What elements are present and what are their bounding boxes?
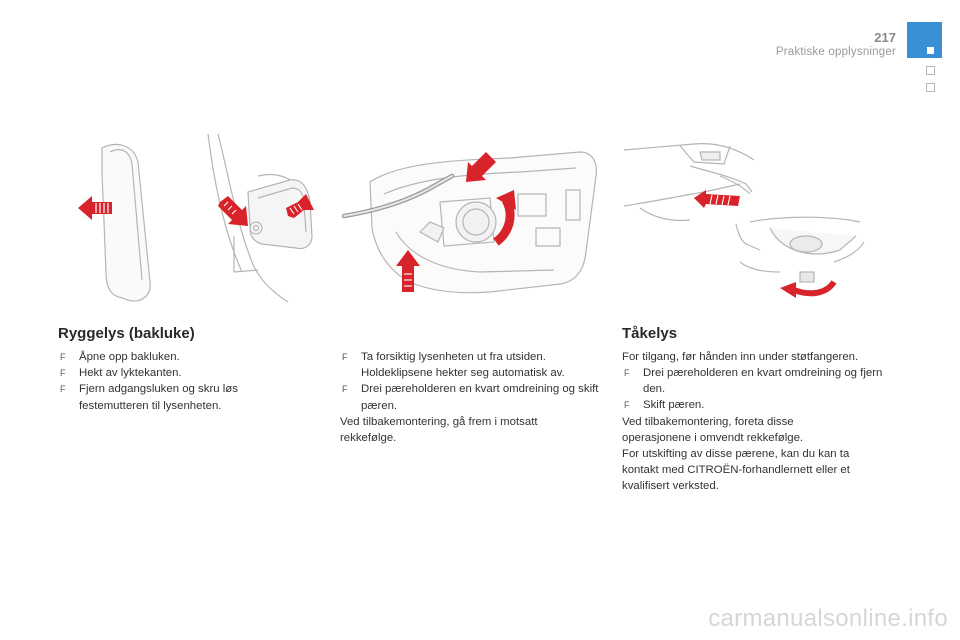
list-item: F Drei pæreholderen en kvart omdreining og skift pæren.	[342, 383, 599, 412]
bullet-marker-icon: F	[624, 368, 630, 378]
fog-lamp-steps	[622, 365, 892, 414]
bullet-marker-icon: F	[342, 352, 348, 362]
bulb-holder-illustration	[340, 132, 602, 308]
section-heading-reversing-lamp: Ryggelys (bakluke)	[58, 325, 195, 342]
refitting-note: Ved tilbakemontering, gå frem i motsatt rekkefølge.	[340, 416, 538, 445]
list-item: F Drei pæreholderen en kvart omdreining og fjern den.	[624, 367, 883, 396]
bullet-marker-icon: F	[342, 384, 348, 395]
bullet-marker-icon: F	[60, 384, 66, 395]
chapter-marker-active	[927, 47, 934, 54]
fog-lamp-illustration	[620, 132, 884, 308]
bulb-removal-steps	[340, 349, 602, 414]
section-heading-fog-lamp: Tåkelys	[622, 325, 678, 342]
chapter-marker	[926, 66, 935, 75]
page-number: 217	[874, 30, 896, 45]
chapter-tab[interactable]	[907, 22, 942, 58]
curved-arrow-icon	[780, 282, 834, 298]
refitting-note: Ved tilbakemontering, foreta disse operasjonene i omvendt rekkefølge.	[622, 416, 804, 445]
dealer-note: For utskifting av disse pærene, kan du kan ta kontakt med CITROËN-forhandlernett eller et kvalifisert verksted.	[622, 448, 850, 493]
bullet-marker-icon: F	[60, 368, 66, 379]
bullet-marker-icon: F	[624, 400, 630, 411]
list-item: F Ta forsiktig lysenheten ut fra utsiden. Holdeklipsene hekter seg automatisk av.	[342, 351, 565, 380]
bullet-marker-icon: F	[60, 352, 66, 362]
chapter-marker	[926, 83, 935, 92]
list-item: F Fjern adgangsluken og skru løs festemutteren til lysenheten.	[60, 383, 238, 412]
list-item: F Åpne opp bakluken.	[58, 349, 306, 365]
section-title: Praktiske opplysninger	[775, 46, 896, 58]
watermark: carmanualsonline.info	[708, 605, 948, 632]
tailgate-lamp-illustration	[58, 132, 322, 308]
list-item: F Hekt av lyktekanten.	[58, 365, 306, 381]
access-instruction: For tilgang, før hånden inn under støtfangeren.	[622, 351, 859, 363]
reversing-lamp-steps	[58, 349, 306, 414]
list-item: F Skift pæren.	[622, 397, 892, 413]
